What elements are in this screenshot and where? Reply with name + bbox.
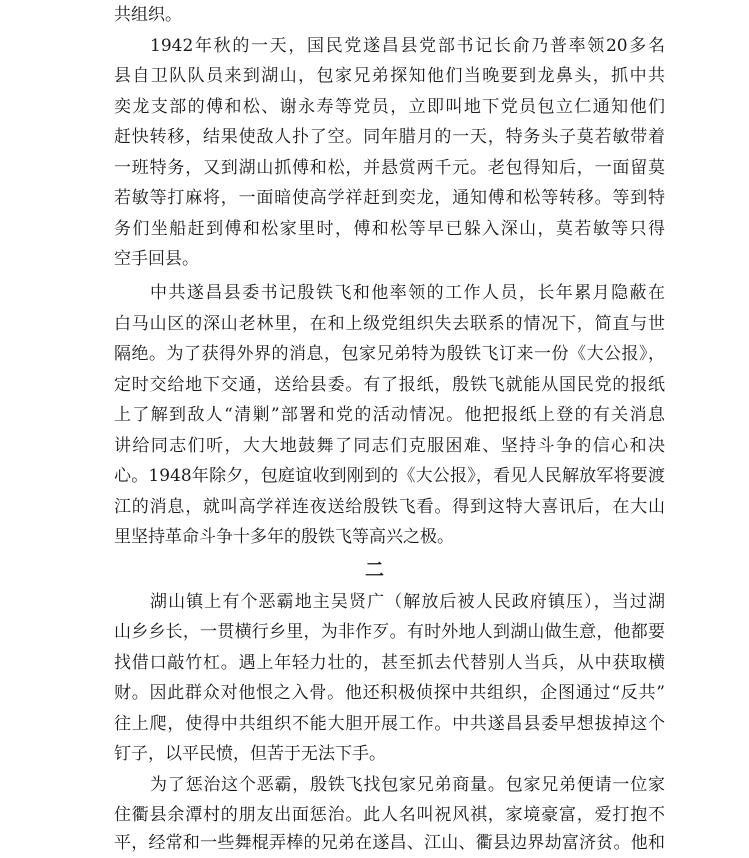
paragraph-line: 1942年秋的一天，国民党遂昌县党部书记长俞乃普率领20多名 bbox=[150, 36, 665, 56]
paragraph-line: 赶快转移，结果使敌人扑了空。同年腊月的一天，特务头子莫若敏带着 bbox=[114, 127, 665, 147]
paragraph-line: 住衢县余潭村的朋友出面惩治。此人名叫祝风祺，家境豪富，爱打抱不 bbox=[114, 805, 665, 825]
paragraph-line: 钉子，以平民愤，但苦于无法下手。 bbox=[114, 744, 386, 764]
paragraph-line: 江的消息，就叫高学祥连夜送给殷铁飞看。得到这特大喜讯后，在大山 bbox=[114, 497, 665, 517]
paragraph-line: 里坚持革命斗争十多年的殷铁飞等高兴之极。 bbox=[114, 527, 454, 547]
paragraph-line: 湖山镇上有个恶霸地主吴贤广（解放后被人民政府镇压），当过湖 bbox=[150, 592, 665, 612]
paragraph-line: 讲给同志们听，大大地鼓舞了同志们克服困难、坚持斗争的信心和决 bbox=[114, 436, 665, 456]
paragraph-line: 财。因此群众对他恨之入骨。他还积极侦探中共组织，企图通过“反共” bbox=[114, 683, 665, 703]
paragraph-line: 若敏等打麻将，一面暗使高学祥赶到奕龙，通知傅和松等转移。等到特 bbox=[114, 188, 665, 208]
paragraph-line: 找借口敲竹杠。遇上年轻力壮的，甚至抓去代替别人当兵，从中获取横 bbox=[114, 653, 665, 673]
paragraph-line: 为了惩治这个恶霸，殷铁飞找包家兄弟商量。包家兄弟便请一位家 bbox=[150, 775, 665, 795]
paragraph-line: 心。1948年除夕，包庭谊收到刚到的《大公报》，看见人民解放军将要渡 bbox=[114, 466, 665, 486]
paragraph-line: 空手回县。 bbox=[114, 249, 199, 269]
paragraph-line: 中共遂昌县委书记殷铁飞和他率领的工作人员，长年累月隐蔽在 bbox=[150, 283, 665, 303]
paragraph-line: 上了解到敌人“清剿”部署和党的活动情况。他把报纸上登的有关消息 bbox=[114, 405, 665, 425]
paragraph-line: 一班特务，又到湖山抓傅和松，并悬赏两千元。老包得知后，一面留莫 bbox=[114, 158, 665, 178]
paragraph-line: 平，经常和一些舞棍弄棒的兄弟在遂昌、江山、衢县边界劫富济贫。他和 bbox=[114, 833, 665, 853]
paragraph-line: 务们坐船赶到傅和松家里时，傅和松等早已躲入深山，莫若敏等只得 bbox=[114, 219, 665, 239]
paragraph-line: 共组织。 bbox=[114, 5, 182, 25]
paragraph-line: 山乡乡长，一贯横行乡里，为非作歹。有时外地人到湖山做生意，他都要 bbox=[114, 622, 665, 642]
paragraph-line: 县自卫队队员来到湖山，包家兄弟探知他们当晚要到龙鼻头，抓中共 bbox=[114, 66, 665, 86]
paragraph-line: 往上爬，使得中共组织不能大胆开展工作。中共遂昌县委早想拔掉这个 bbox=[114, 714, 665, 734]
paragraph-line: 白马山区的深山老林里，在和上级党组织失去联系的情况下，简直与世 bbox=[114, 314, 665, 334]
paragraph-line: 隔绝。为了获得外界的消息，包家兄弟特为殷铁飞订来一份《大公报》， bbox=[114, 344, 665, 364]
paragraph-line: 定时交给地下交通，送给县委。有了报纸，殷铁飞就能从国民党的报纸 bbox=[114, 375, 665, 395]
section-heading: 二 bbox=[364, 559, 384, 581]
paragraph-line: 奕龙支部的傅和松、谢永寿等党员，立即叫地下党员包立仁通知他们 bbox=[114, 97, 665, 117]
